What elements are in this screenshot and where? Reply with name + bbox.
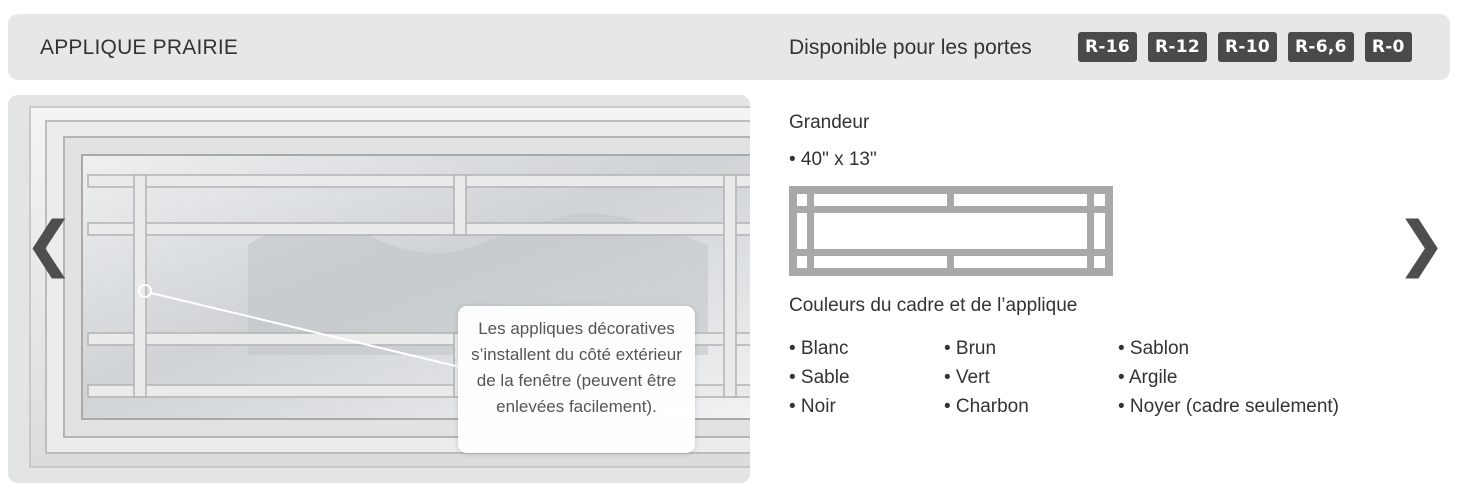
color-item: • Noyer (cadre seulement) xyxy=(1118,396,1340,417)
color-item: • Sablon xyxy=(1118,338,1190,359)
chevron-left-icon[interactable]: ❮ xyxy=(24,209,75,279)
window-photo xyxy=(8,95,750,483)
color-item: • Blanc xyxy=(789,338,849,359)
color-item: • Sable xyxy=(789,367,850,388)
badge-r10[interactable]: R-10 xyxy=(1218,32,1277,62)
color-list-col1 xyxy=(789,334,850,421)
color-item: • Noir xyxy=(789,396,836,417)
badge-r12[interactable]: R-12 xyxy=(1148,32,1207,62)
badge-r16[interactable]: R-16 xyxy=(1078,32,1137,62)
size-item: • 40" x 13" xyxy=(789,149,877,170)
chevron-right-icon[interactable]: ❯ xyxy=(1396,209,1447,279)
color-item: • Vert xyxy=(944,367,990,388)
product-title: APPLIQUE PRAIRIE xyxy=(40,36,239,59)
badge-r6-6[interactable]: R-6,6 xyxy=(1288,32,1354,62)
door-badges xyxy=(1078,32,1412,62)
color-item: • Brun xyxy=(944,338,997,359)
color-item: • Charbon xyxy=(944,396,1029,417)
callout-note: Les appliques décoratives s’installent du côté extérieur de la fenêtre (peuvent être enlevées facilement). xyxy=(458,306,695,453)
grille-diagram xyxy=(789,186,1113,276)
header-bar xyxy=(8,14,1450,80)
availability-label: Disponible pour les portes xyxy=(789,36,1032,59)
color-item: • Argile xyxy=(1118,367,1178,388)
color-list-col2 xyxy=(944,334,1029,421)
size-heading: Grandeur xyxy=(789,112,870,133)
color-list-col3 xyxy=(1118,334,1339,421)
colors-heading: Couleurs du cadre et de l’applique xyxy=(789,295,1078,316)
badge-r0[interactable]: R-0 xyxy=(1365,32,1412,62)
